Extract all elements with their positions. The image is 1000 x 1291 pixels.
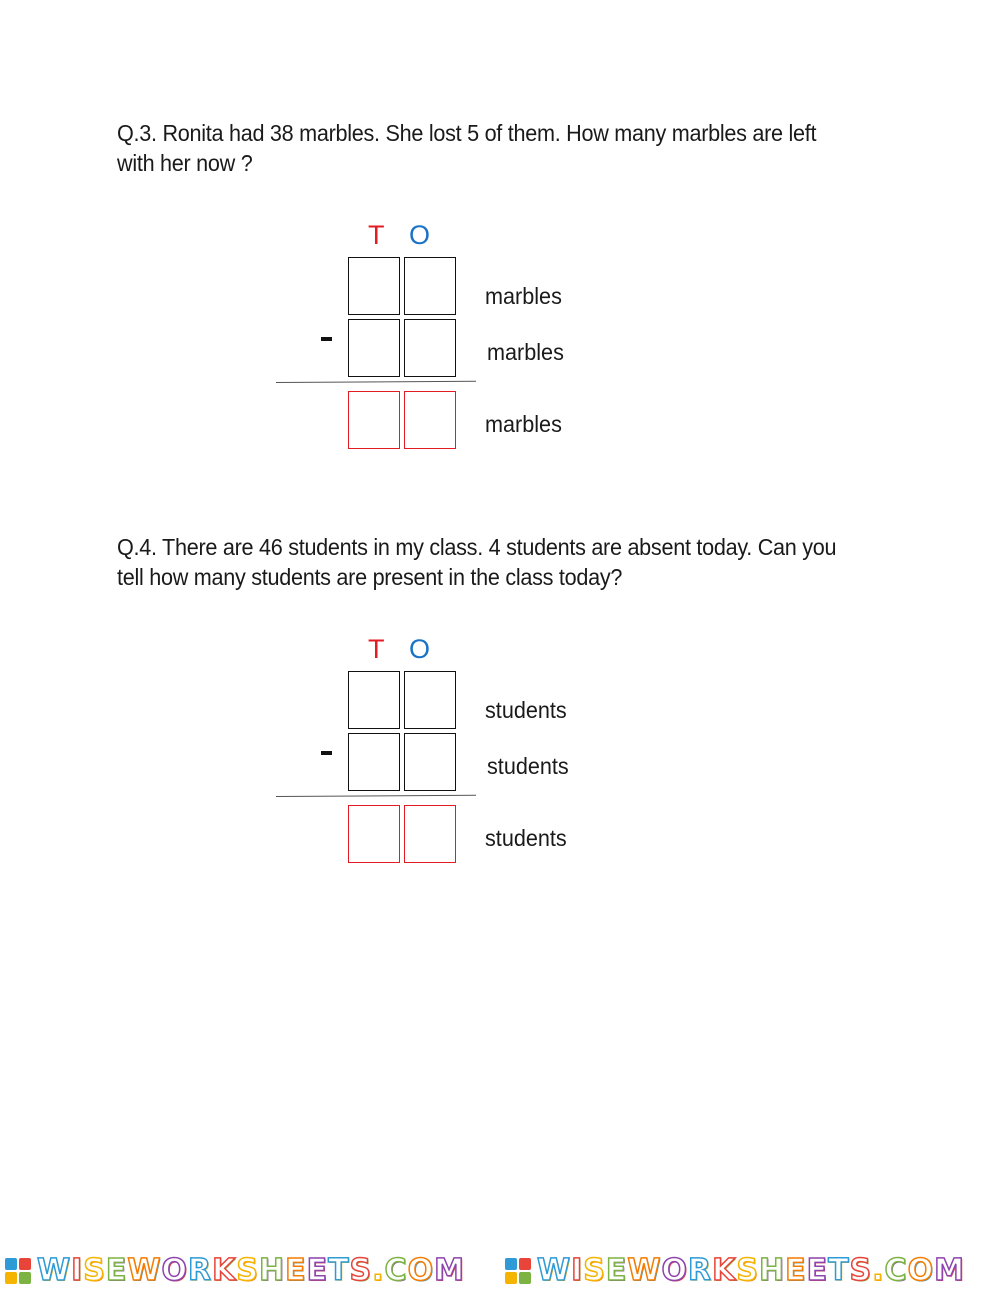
logo-icon-tile xyxy=(19,1272,31,1284)
logo-icon-tile xyxy=(19,1258,31,1270)
wiseworksheets-logo xyxy=(5,1253,465,1289)
logo-letter: M xyxy=(934,1253,965,1288)
logo-letter: E xyxy=(785,1253,807,1288)
subtrahend-unit-label: marbles xyxy=(487,339,564,365)
tens-column-label: T xyxy=(368,220,385,250)
wiseworksheets-logo-icon xyxy=(505,1258,531,1284)
logo-icon-tile xyxy=(5,1272,17,1284)
logo-letter: C xyxy=(884,1253,908,1288)
logo-letter: O xyxy=(661,1253,688,1288)
logo-letter: R xyxy=(187,1253,213,1288)
answer-tens-box[interactable] xyxy=(348,391,400,449)
logo-letter: W xyxy=(537,1253,572,1288)
logo-letter: S xyxy=(349,1253,373,1288)
subtraction-problem-q4 xyxy=(270,629,610,879)
wiseworksheets-logo-icon xyxy=(5,1258,31,1284)
subtraction-line xyxy=(276,795,476,797)
answer-ones-box[interactable] xyxy=(404,805,456,863)
logo-letter: S xyxy=(736,1253,759,1288)
logo-letter: W xyxy=(37,1253,72,1288)
logo-letter: O xyxy=(161,1253,188,1288)
wiseworksheets-logo-text xyxy=(537,1253,965,1289)
minuend-tens-box[interactable] xyxy=(348,671,400,729)
answer-unit-label: marbles xyxy=(485,411,562,437)
ones-column-label: O xyxy=(409,220,431,250)
subtrahend-ones-box[interactable] xyxy=(404,733,456,791)
logo-letter: W xyxy=(127,1253,162,1288)
answer-tens-box[interactable] xyxy=(348,805,400,863)
logo-letter: W xyxy=(627,1253,662,1288)
question-3-text: Q.3. Ronita had 38 marbles. She lost 5 of them. How many marbles are left with her now ? xyxy=(117,120,817,176)
logo-letter: S xyxy=(583,1253,606,1288)
logo-letter: I xyxy=(571,1253,584,1288)
answer-unit-label: students xyxy=(485,825,567,851)
logo-letter: S xyxy=(849,1253,873,1288)
logo-letter: . xyxy=(372,1253,385,1288)
logo-letter: E xyxy=(605,1253,628,1288)
logo-letter: H xyxy=(758,1253,786,1288)
logo-letter: C xyxy=(384,1253,408,1288)
logo-icon-tile xyxy=(505,1258,517,1270)
subtrahend-unit-label: students xyxy=(487,753,569,779)
subtrahend-ones-box[interactable] xyxy=(404,319,456,377)
logo-letter: K xyxy=(212,1253,237,1288)
subtraction-line xyxy=(276,381,476,383)
logo-letter: S xyxy=(236,1253,259,1288)
ones-column-label: O xyxy=(409,634,431,664)
minus-sign xyxy=(321,337,332,341)
logo-letter: E xyxy=(285,1253,307,1288)
subtraction-problem-q3 xyxy=(270,215,610,465)
minus-sign xyxy=(321,751,332,755)
wiseworksheets-logo-text xyxy=(37,1253,465,1289)
logo-icon-tile xyxy=(519,1272,531,1284)
logo-letter: I xyxy=(71,1253,84,1288)
logo-letter: H xyxy=(258,1253,286,1288)
minuend-tens-box[interactable] xyxy=(348,257,400,315)
question-4-text: Q.4. There are 46 students in my class. 4 students are absent today. Can you tell how many students are present in the class today? xyxy=(117,534,837,590)
answer-ones-box[interactable] xyxy=(404,391,456,449)
logo-icon-tile xyxy=(519,1258,531,1270)
logo-letter: . xyxy=(872,1253,885,1288)
wiseworksheets-logo xyxy=(505,1253,965,1289)
subtrahend-tens-box[interactable] xyxy=(348,319,400,377)
minuend-unit-label: students xyxy=(485,697,567,723)
logo-letter: T xyxy=(828,1253,850,1288)
subtrahend-tens-box[interactable] xyxy=(348,733,400,791)
logo-letter: K xyxy=(712,1253,737,1288)
logo-letter: E xyxy=(105,1253,128,1288)
logo-letter: M xyxy=(434,1253,465,1288)
logo-icon-tile xyxy=(5,1258,17,1270)
minuend-ones-box[interactable] xyxy=(404,257,456,315)
logo-letter: S xyxy=(83,1253,106,1288)
logo-letter: R xyxy=(687,1253,713,1288)
logo-letter: O xyxy=(907,1253,935,1288)
logo-letter: E xyxy=(306,1253,329,1288)
tens-column-label: T xyxy=(368,634,385,664)
minuend-unit-label: marbles xyxy=(485,283,562,309)
logo-letter: T xyxy=(328,1253,350,1288)
logo-icon-tile xyxy=(505,1272,517,1284)
minuend-ones-box[interactable] xyxy=(404,671,456,729)
logo-letter: E xyxy=(806,1253,829,1288)
logo-letter: O xyxy=(407,1253,435,1288)
